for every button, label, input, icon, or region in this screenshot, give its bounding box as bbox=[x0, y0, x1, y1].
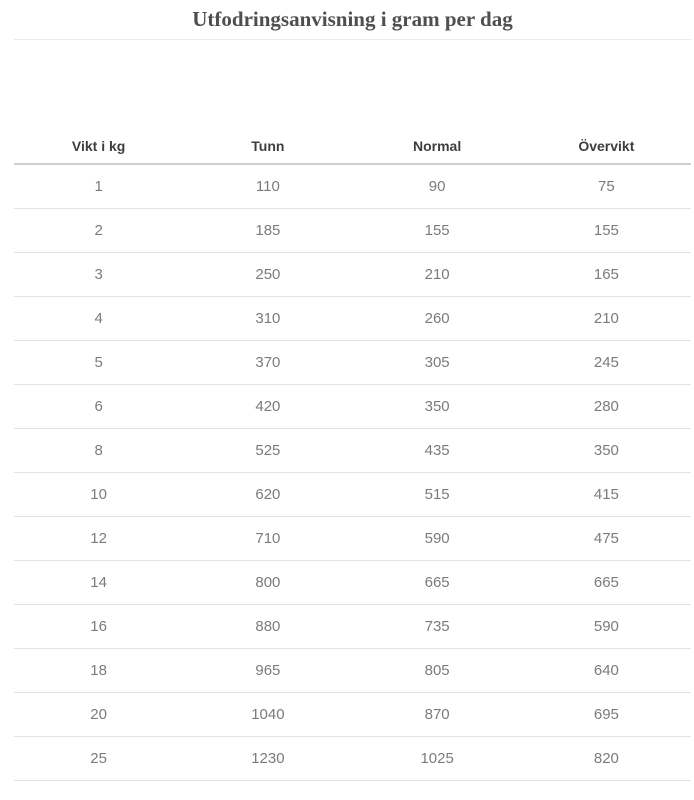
column-header-normal: Normal bbox=[353, 128, 522, 164]
cell-overweight: 640 bbox=[522, 649, 691, 693]
cell-thin: 250 bbox=[183, 253, 352, 297]
cell-overweight: 695 bbox=[522, 693, 691, 737]
cell-overweight: 350 bbox=[522, 429, 691, 473]
cell-overweight: 475 bbox=[522, 517, 691, 561]
column-header-overweight: Övervikt bbox=[522, 128, 691, 164]
table-row bbox=[14, 561, 691, 605]
cell-weight: 12 bbox=[14, 517, 183, 561]
cell-weight: 4 bbox=[14, 297, 183, 341]
cell-overweight: 245 bbox=[522, 341, 691, 385]
cell-overweight: 75 bbox=[522, 164, 691, 209]
cell-normal: 805 bbox=[353, 649, 522, 693]
table-row bbox=[14, 473, 691, 517]
cell-weight: 8 bbox=[14, 429, 183, 473]
table-row bbox=[14, 605, 691, 649]
cell-thin: 965 bbox=[183, 649, 352, 693]
table-body bbox=[14, 164, 691, 781]
cell-overweight: 590 bbox=[522, 605, 691, 649]
cell-weight: 16 bbox=[14, 605, 183, 649]
table-row bbox=[14, 253, 691, 297]
cell-overweight: 415 bbox=[522, 473, 691, 517]
cell-thin: 525 bbox=[183, 429, 352, 473]
cell-overweight: 820 bbox=[522, 737, 691, 781]
table-row bbox=[14, 737, 691, 781]
cell-thin: 1230 bbox=[183, 737, 352, 781]
cell-normal: 155 bbox=[353, 209, 522, 253]
cell-normal: 665 bbox=[353, 561, 522, 605]
cell-thin: 310 bbox=[183, 297, 352, 341]
column-header-thin: Tunn bbox=[183, 128, 352, 164]
cell-weight: 5 bbox=[14, 341, 183, 385]
cell-thin: 620 bbox=[183, 473, 352, 517]
cell-normal: 435 bbox=[353, 429, 522, 473]
cell-weight: 20 bbox=[14, 693, 183, 737]
cell-normal: 305 bbox=[353, 341, 522, 385]
cell-overweight: 280 bbox=[522, 385, 691, 429]
cell-overweight: 210 bbox=[522, 297, 691, 341]
table-row bbox=[14, 649, 691, 693]
cell-normal: 870 bbox=[353, 693, 522, 737]
table-row bbox=[14, 429, 691, 473]
spacer bbox=[14, 40, 691, 128]
cell-thin: 880 bbox=[183, 605, 352, 649]
table-row bbox=[14, 693, 691, 737]
column-header-weight: Vikt i kg bbox=[14, 128, 183, 164]
cell-weight: 6 bbox=[14, 385, 183, 429]
cell-weight: 18 bbox=[14, 649, 183, 693]
cell-weight: 10 bbox=[14, 473, 183, 517]
cell-thin: 185 bbox=[183, 209, 352, 253]
feeding-guide-section bbox=[14, 0, 691, 781]
cell-normal: 210 bbox=[353, 253, 522, 297]
cell-normal: 1025 bbox=[353, 737, 522, 781]
cell-normal: 735 bbox=[353, 605, 522, 649]
cell-thin: 420 bbox=[183, 385, 352, 429]
cell-thin: 110 bbox=[183, 164, 352, 209]
table-head bbox=[14, 128, 691, 164]
cell-weight: 3 bbox=[14, 253, 183, 297]
cell-overweight: 665 bbox=[522, 561, 691, 605]
table-row bbox=[14, 297, 691, 341]
table-row bbox=[14, 164, 691, 209]
table-row bbox=[14, 341, 691, 385]
cell-normal: 590 bbox=[353, 517, 522, 561]
cell-overweight: 165 bbox=[522, 253, 691, 297]
cell-weight: 2 bbox=[14, 209, 183, 253]
cell-thin: 1040 bbox=[183, 693, 352, 737]
cell-normal: 90 bbox=[353, 164, 522, 209]
cell-thin: 370 bbox=[183, 341, 352, 385]
cell-thin: 800 bbox=[183, 561, 352, 605]
table-row bbox=[14, 385, 691, 429]
cell-normal: 260 bbox=[353, 297, 522, 341]
table-row bbox=[14, 209, 691, 253]
cell-weight: 25 bbox=[14, 737, 183, 781]
table-row bbox=[14, 517, 691, 561]
feeding-table bbox=[14, 128, 691, 781]
page-title: Utfodringsanvisning i gram per dag bbox=[192, 7, 513, 31]
cell-weight: 1 bbox=[14, 164, 183, 209]
cell-normal: 350 bbox=[353, 385, 522, 429]
cell-thin: 710 bbox=[183, 517, 352, 561]
cell-overweight: 155 bbox=[522, 209, 691, 253]
cell-normal: 515 bbox=[353, 473, 522, 517]
table-header-row bbox=[14, 128, 691, 164]
cell-weight: 14 bbox=[14, 561, 183, 605]
